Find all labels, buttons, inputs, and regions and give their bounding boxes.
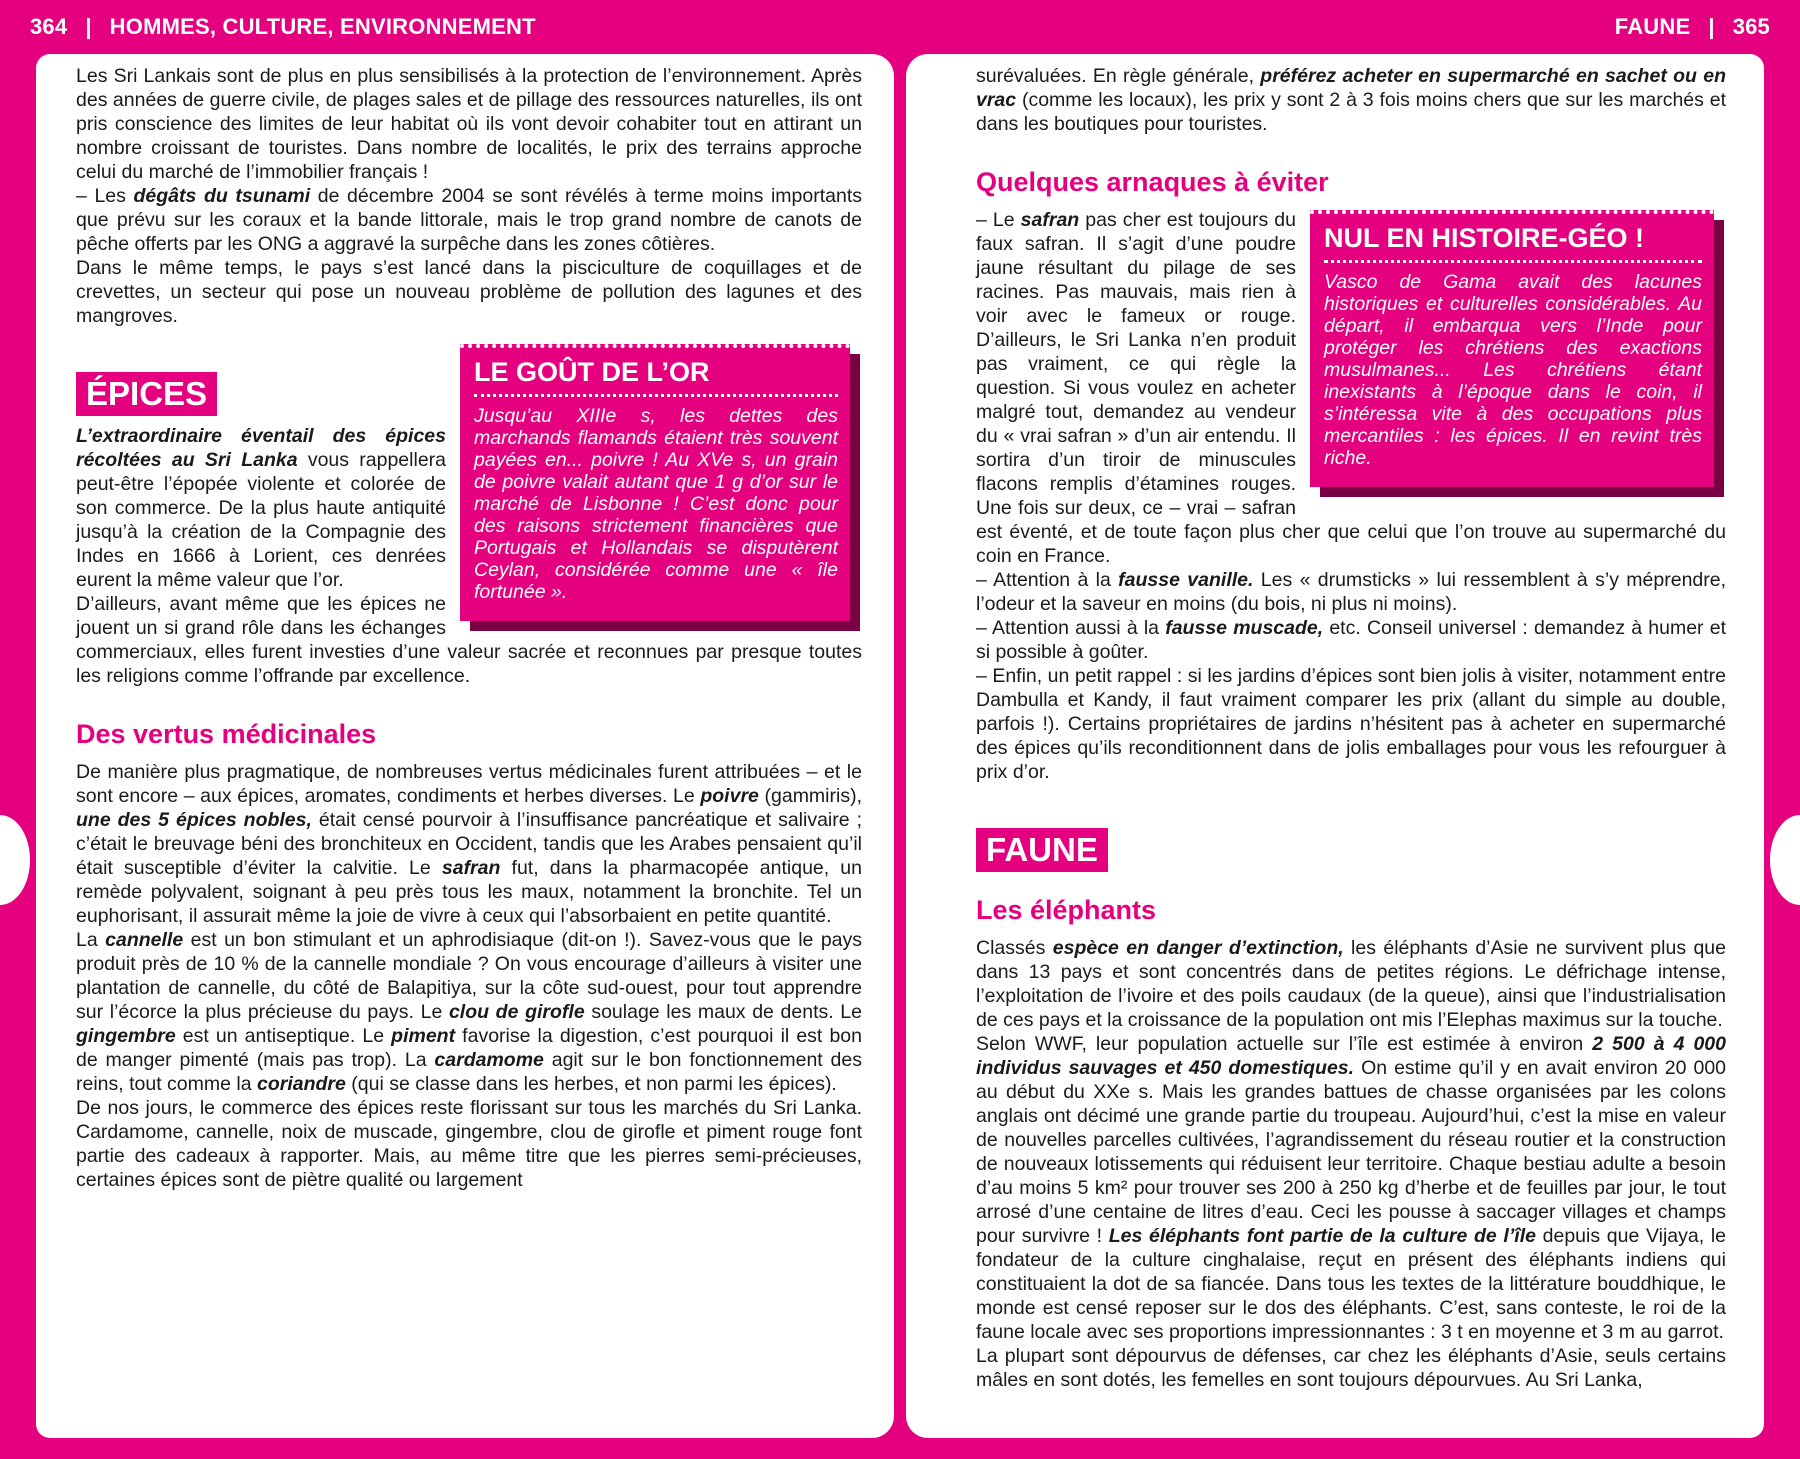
emphasis: dégâts du tsunami [133, 185, 311, 207]
left-column [76, 64, 862, 1192]
paragraph: – Le safran pas cher est toujours du faux safran. Il s’agit d’une poudre jaune résultant du pilage de ses racines. Pas mauvais, mais rien à voir avec le fameux or rouge. D’ailleurs, le Sri Lanka n’en produit pas vraiment, ce qui règle la question. Si vous voulez en acheter malgré tout, demandez au vendeur du « vrai safran » d’un air entendu. Il sortira d’un tiroir de minuscules flacons remplis d’étamines rouges. Une fois sur deux, ce – vrai – safran est éventé, et de toute façon plus cher que celui que l’on trouve au supermarché du coin en France. [976, 209, 1726, 567]
header-separator: | [1708, 14, 1715, 39]
right-page-number: 365 [1732, 14, 1770, 39]
subheading-vertus: Des vertus médicinales [76, 719, 377, 749]
right-thumb-notch [1770, 815, 1800, 905]
sidebar-box-histoire-geo [1310, 210, 1714, 487]
left-running-header [30, 0, 536, 54]
paragraph: La cannelle est un bon stimulant et un aphrodisiaque (dit-on !). Savez-vous que le pays produit près de 10 % de la cannelle mondiale ? On vous encourage d’ailleurs à visiter une plantation de cannelle, du côté de Balapitiya, sur la côte sud-ouest, pour tout apprendre sur l’écorce la plus précieuse du pays. Le clou de girofle soulage les maux de dents. Le gingembre est un antiseptique. Le piment favorise la digestion, c’est pourquoi il est bon de manger pimenté (mais pas trop). La cardamome agit sur le bon fonctionnement des reins, tout comme la coriandre (qui se classe dans les herbes, et non parmi les épices). [76, 929, 863, 1095]
paragraph: Les Sri Lankais sont de plus en plus sensibilisés à la protection de l’environnement. Après des années de guerre civile, de plages sales et de pillage des ressources naturelles, ils ont pris conscience des limites de leur habitat où ils vont devoir cohabiter tout en attirant un nombre croissant de touristes. Dans nombre de localités, le prix des terrains approche celui du marché de l’immobilier français ! [76, 65, 862, 183]
paragraph: Dans le même temps, le pays s’est lancé dans la pisciculture de coquillages et de crevettes, un secteur qui pose un nouveau problème de pollution des lagunes et des mangroves. [76, 257, 862, 327]
header-separator: | [85, 14, 92, 39]
paragraph: surévaluées. En règle générale, préférez acheter en supermarché en sachet ou en vrac (comme les locaux), les prix y sont 2 à 3 fois moins chers que sur les marchés et dans les boutiques pour touristes. [976, 65, 1726, 135]
right-page [906, 54, 1764, 1438]
box-title: NUL EN HISTOIRE-GÉO ! [1324, 222, 1702, 263]
subheading-elephants: Les éléphants [976, 895, 1157, 925]
subheading-arnaques: Quelques arnaques à éviter [976, 167, 1329, 197]
paragraph: L’extraordinaire éventail des épices récoltées au Sri Lanka vous rappellera peut-être l’épopée violente et colorée de son commerce. De la plus haute antiquité jusqu’à la création de la Compagnie des Indes en 1666 à Lorient, ces denrées eurent la même valeur que l’or. [76, 425, 446, 591]
right-running-header [1615, 0, 1770, 54]
paragraph: – Les dégâts du tsunami de décembre 2004 se sont révélés à terme moins importants que prévu sur les coraux et la bande littorale, mais le trop grand nombre de canots de pêche offerts par les ONG a aggravé la surpêche dans les zones côtières. [76, 185, 862, 255]
box-body: Jusqu’au XIIIe s, les dettes des marchands flamands étaient très souvent payées en... poivre ! Au XVe s, un grain de poivre valait autant que 1 g d’or sur le marché de Lisbonne ! C’est donc pour des raisons strictement financières que Portugais et Hollandais se disputèrent Ceylan, considérée comme une « île fortunée ». [474, 405, 838, 603]
section-heading-epices: ÉPICES [76, 372, 217, 416]
section-heading-faune: FAUNE [976, 828, 1108, 872]
paragraph: Selon WWF, leur population actuelle sur l’île est estimée à environ 2 500 à 4 000 individus sauvages et 450 domestiques. On estime qu’il y en avait environ 20 000 au début du XXe s. Mais les grandes battues de chasse organisées par les colons anglais ont décimé une grande partie du troupeau. Aujourd’hui, c’est la mise en valeur de nouvelles parcelles cultivées, l’agrandissement du réseau routier et la construction de nouveaux lotissements qui réduisent leur territoire. Chaque bestiau adulte a besoin d’au moins 5 km² pour trouver ses 200 à 250 kg d’herbe et de feuilles par jour, le tout arrosé d’une centaine de litres d’eau. Ceci les pousse à saccager villages et champs pour survivre ! Les éléphants font partie de la culture de l’île depuis que Vijaya, le fondateur de la culture cinghalaise, reçut en présent des éléphants indiens qui constituaient la dot de sa fiancée. Dans tous les textes de la littérature bouddhique, le monde est censé reposer sur le dos des éléphants. C’est, sans conteste, le roi de la faune locale avec ses proportions impressionnantes : 3 t en moyenne et 3 m au garrot. [976, 1033, 1727, 1343]
box-body: Vasco de Gama avait des lacunes historiques et culturelles considérables. Au départ, il embarqua vers l’Inde pour protéger les chrétiens des exactions musulmanes... Les chrétiens étant inexistants à l’époque dans le coin, il s’intéressa vite à des occupations plus mercantiles : les épices. Il en revint très riche. [1324, 271, 1702, 469]
right-column [976, 64, 1726, 1392]
paragraph: La plupart sont dépourvus de défenses, car chez les éléphants d’Asie, seuls certains mâles en sont dotés, les femelles en sont toujours dépourvues. Au Sri Lanka, [976, 1345, 1726, 1391]
left-section-title: HOMMES, CULTURE, ENVIRONNEMENT [109, 14, 536, 39]
paragraph: – Enfin, un petit rappel : si les jardins d’épices sont bien jolis à visiter, notamment entre Dambulla et Kandy, il faut vraiment comparer les prix (allant du simple au double, parfois !). Certains propriétaires de jardins n’hésitent pas à acheter en supermarché des épices qu’ils reconditionnent dans de jolis emballages pour vous les refourguer à prix d’or. [976, 665, 1726, 783]
left-page-number: 364 [30, 14, 68, 39]
right-section-title: FAUNE [1614, 14, 1691, 39]
paragraph: – Attention aussi à la fausse muscade, etc. Conseil universel : demandez à humer et si possible à goûter. [976, 617, 1727, 663]
paragraph: – Attention à la fausse vanille. Les « drumsticks » lui ressemblent à s’y méprendre, l’odeur et la saveur en moins (du bois, ni plus ni moins). [976, 569, 1727, 615]
sidebar-box-gout-de-lor [460, 344, 850, 621]
paragraph: De manière plus pragmatique, de nombreuses vertus médicinales furent attribuées – et le sont encore – aux épices, aromates, condiments et herbes diverses. Le poivre (gammiris), une des 5 épices nobles, était censé pourvoir à l’insuffisance pancréatique et salivaire ; c’était le breuvage béni des bronchiteux en Occident, tandis que les Arabes pensaient qu’il était susceptible d’éviter la calvitie. Le safran fut, dans la pharmacopée antique, un remède polyvalent, soignant à peu près tous les maux, notamment la bronchite. Tel un euphorisant, il assurait même la joie de vivre à ceux qui l’absorbaient en petite quantité. [76, 761, 862, 927]
left-thumb-notch [0, 815, 30, 905]
left-page [36, 54, 894, 1438]
emphasis: L’extraordinaire éventail des épices récoltées au Sri Lanka [76, 425, 446, 471]
box-title: LE GOÛT DE L’OR [474, 356, 838, 397]
paragraph: Classés espèce en danger d’extinction, les éléphants d’Asie ne survivent plus que dans 13 pays et sont concentrés dans de petites régions. Le défrichage intense, l’exploitation de l’ivoire et des poils caudaux (de la queue), ainsi que l’industrialisation de ces pays et la croissance de la population ont mis l’Elephas maximus sur la touche. [976, 937, 1726, 1031]
paragraph: D’ailleurs, avant même que les épices ne jouent un si grand rôle dans les échanges commerciaux, elles furent investies d’une valeur sacrée et reconnues par presque toutes les religions comme l’offrande par excellence. [76, 593, 862, 687]
paragraph: De nos jours, le commerce des épices reste florissant sur tous les marchés du Sri Lanka. Cardamome, cannelle, noix de muscade, gingembre, clou de girofle et piment rouge font partie des cadeaux à rapporter. Mais, au même titre que les pierres semi-précieuses, certaines épices sont de piètre qualité ou largement [76, 1097, 862, 1191]
